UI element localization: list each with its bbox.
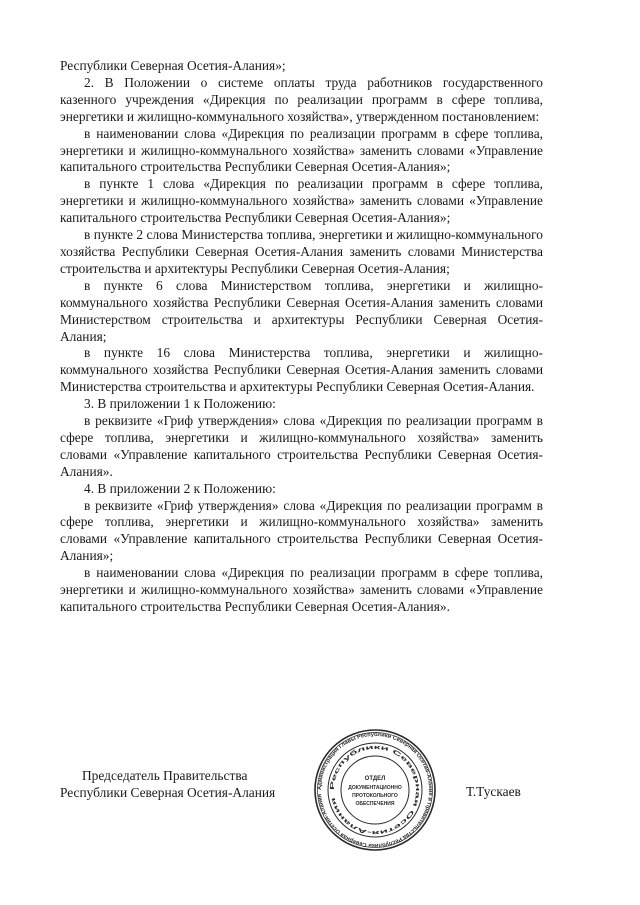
paragraph-point-6: в пункте 6 слова Министерством топлива, энергетики и жилищно-коммунального хозяйства Республики Северная Осетия-Алания заменить словами Министерством строительства и архитектуры Республики Северная Осетия-Алания; [60, 277, 543, 344]
paragraph-item-4: 4. В приложении 2 к Положению: [84, 480, 276, 496]
signatory-title-line-2: Республики Северная Осетия-Алания [60, 784, 276, 800]
seal-center-line-2: ДОКУМЕНТАЦИОННО [348, 785, 402, 791]
seal-center-line-4: ОБЕСПЕЧЕНИЯ [355, 801, 395, 807]
signatory-name: Т.Тускаев [466, 784, 521, 799]
paragraph-appendix-1-change: в реквизите «Гриф утверждения» слова «Дирекция по реализации программ в сфере топлива, энергетики и жилищно-коммунального хозяйства» заменить словами «Управление капитального строительства Республики Северная Осетия-Алания». [60, 413, 543, 479]
paragraph-appendix-2-title-change: в наименовании слова «Дирекция по реализации программ в сфере топлива, энергетики и жилищно-коммунального хозяйства» заменить словами «Управление капитального строительства Республики Северная Осетия-Алания». [60, 565, 543, 614]
paragraph-point-16: в пункте 16 слова Министерства топлива, энергетики и жилищно-коммунального хозяйства Республики Северная Осетия-Алания заменить словами Министерства строительства и архитектуры Республики Северная Осетия-Алания. [60, 345, 543, 395]
seal-outer-text: Администрация Главы Республики Северная Осетия-Алания и Правительства Республики Северная Осетия-Алания [316, 731, 434, 849]
paragraph-point-2: в пункте 2 слова Министерства топлива, энергетики и жилищно-коммунального хозяйства Республики Северная Осетия-Алания заменить словами Министерства строительства и архитектуры Республики Северная Осетия-Алания; [60, 227, 543, 276]
paragraph-appendix-2-change: в реквизите «Гриф утверждения» слова «Дирекция по реализации программ в сфере топлива, энергетики и жилищно-коммунального хозяйства» заменить словами «Управление капитального строительства Республики Северная Осетия-Алания»; [60, 497, 543, 564]
paragraph-title-change: в наименовании слова «Дирекция по реализации программ в сфере топлива, энергетики и жилищно-коммунального хозяйства» заменить словами «Управление капитального строительства Республики Северная Осетия-Алания»; [60, 125, 543, 175]
document-body [60, 58, 543, 616]
paragraph-point-1: в пункте 1 слова «Дирекция по реализации программ в сфере топлива, энергетики и жилищно-коммунального хозяйства» заменить словами «Управление капитального строительства Республики Северная Осетия-Алания»; [60, 176, 543, 226]
paragraph-item-2: 2. В Положении о системе оплаты труда работников государственного казенного учреждения «Дирекция по реализации программ в сфере топлива, энергетики и жилищно-коммунального хозяйства», утвержденном постановлением: [60, 74, 543, 124]
official-seal [313, 728, 437, 852]
paragraph-item-3: 3. В приложении 1 к Положению: [84, 396, 276, 412]
seal-inner-text: Республики Северная Осетия-Алания [329, 744, 421, 835]
seal-center-line-3: ПРОТОКОЛЬНОГО [352, 793, 398, 799]
seal-center-line-1: ОТДЕЛ [364, 776, 386, 782]
signatory-title-line-1: Председатель Правительства [82, 768, 248, 783]
paragraph-continuation: Республики Северная Осетия-Алания»; [60, 58, 286, 73]
signatory-title [60, 768, 320, 802]
